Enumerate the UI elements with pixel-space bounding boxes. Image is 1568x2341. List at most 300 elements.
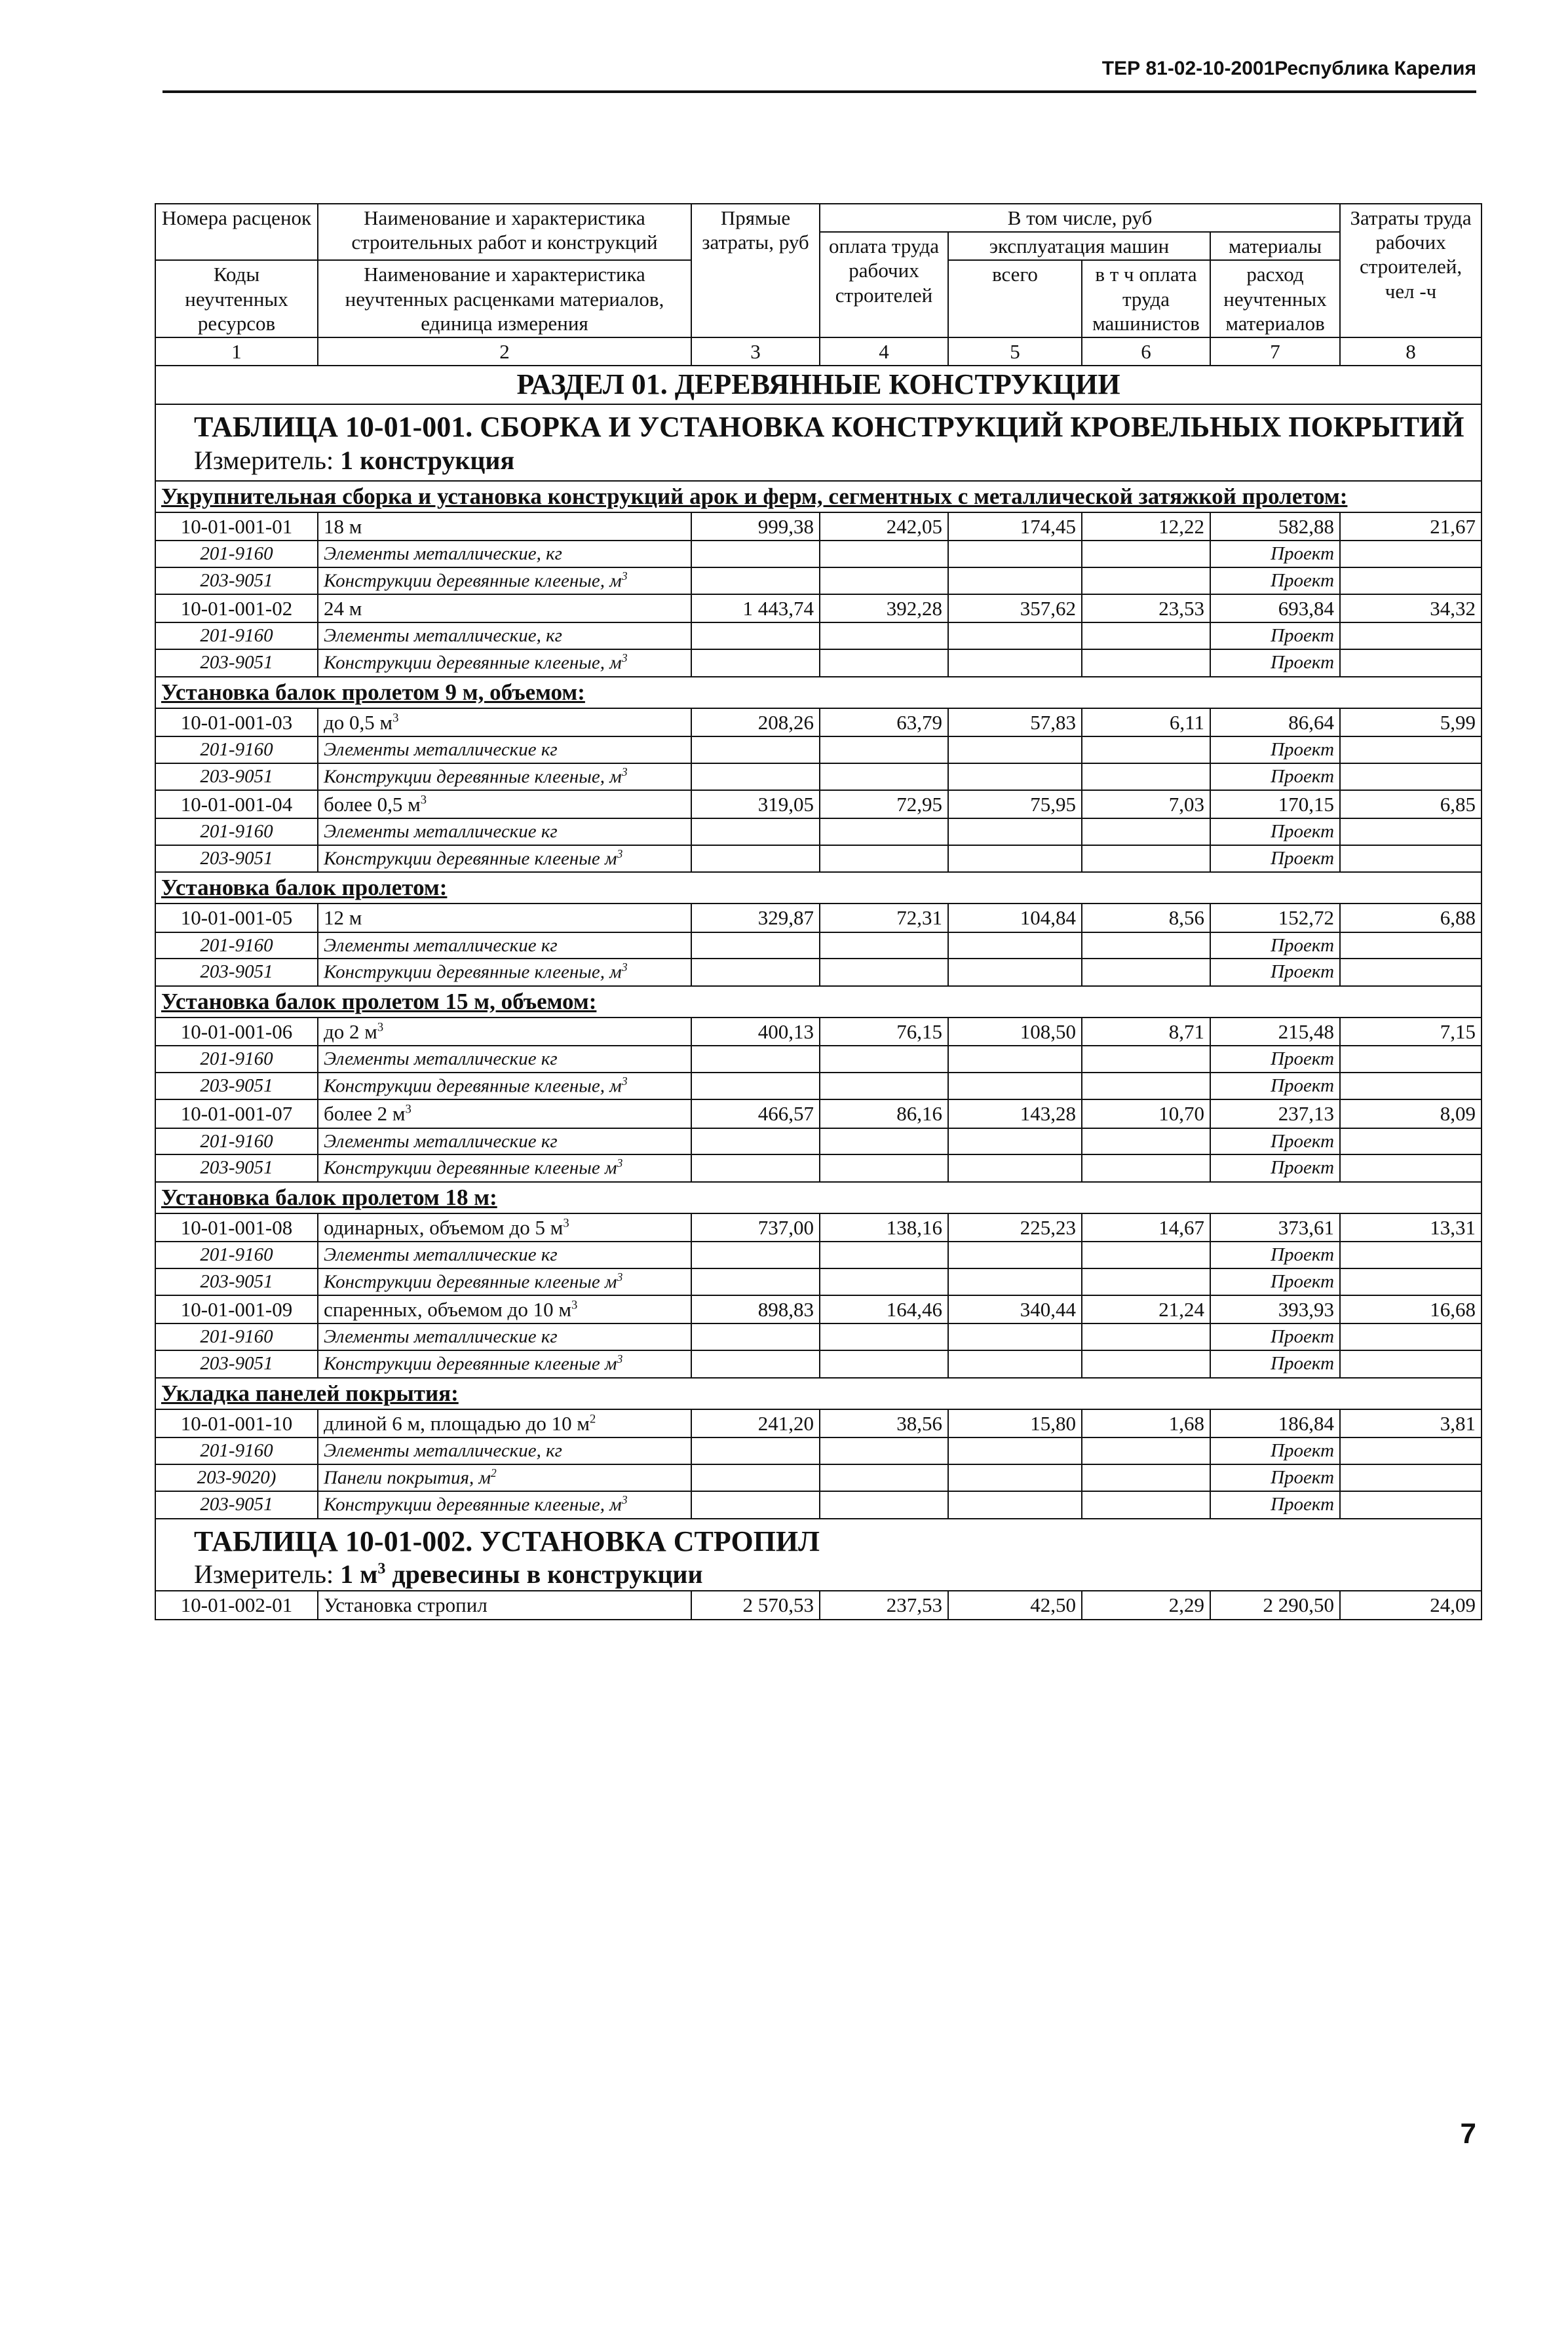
empty-cell — [691, 1437, 820, 1464]
empty-cell — [948, 541, 1082, 567]
operator-pay: 12,22 — [1082, 512, 1210, 541]
materials-cost: 186,84 — [1210, 1409, 1340, 1437]
material-row — [155, 1464, 1482, 1491]
machines-total: 225,23 — [948, 1213, 1082, 1242]
material-name: Элементы металлические кг — [318, 1046, 691, 1073]
rate-name: спаренных, объемом до 10 $м^3$ — [318, 1295, 691, 1323]
material-row — [155, 959, 1482, 985]
materials-cost: 237,13 — [1210, 1099, 1340, 1128]
table2-title-row — [155, 1519, 1482, 1591]
empty-cell — [1082, 1073, 1210, 1099]
empty-cell — [948, 818, 1082, 845]
empty-cell — [820, 1268, 948, 1295]
operator-pay: 21,24 — [1082, 1295, 1210, 1323]
machines-total: 75,95 — [948, 790, 1082, 818]
empty-cell — [1340, 1242, 1482, 1268]
material-row — [155, 736, 1482, 763]
section-title: РАЗДЕЛ 01. ДЕРЕВЯННЫЕ КОНСТРУКЦИИ — [155, 366, 1482, 404]
empty-cell — [1082, 763, 1210, 790]
material-name: Элементы металлические кг — [318, 736, 691, 763]
rate-code: 10-01-001-10 — [155, 1409, 318, 1437]
material-usage: Проект — [1210, 736, 1340, 763]
group-heading-row — [155, 986, 1482, 1018]
material-usage: Проект — [1210, 1491, 1340, 1518]
empty-cell — [948, 763, 1082, 790]
material-row — [155, 1323, 1482, 1350]
rates-table — [155, 203, 1482, 1620]
group-heading: Установка балок пролетом 15 м, объемом: — [161, 988, 597, 1014]
rate-name: одинарных, объемом до 5 $м^3$ — [318, 1213, 691, 1242]
empty-cell — [1340, 932, 1482, 959]
materials-cost: 393,93 — [1210, 1295, 1340, 1323]
machines-total: 57,83 — [948, 708, 1082, 736]
empty-cell — [948, 1323, 1082, 1350]
group-heading: Укладка панелей покрытия: — [161, 1380, 459, 1406]
empty-cell — [1082, 736, 1210, 763]
machines-total: 357,62 — [948, 594, 1082, 622]
table-row — [155, 904, 1482, 932]
material-usage: Проект — [1210, 649, 1340, 676]
material-row — [155, 567, 1482, 594]
empty-cell — [691, 1491, 820, 1518]
empty-cell — [948, 1350, 1082, 1377]
empty-cell — [1082, 649, 1210, 676]
material-name: Конструкции деревянные клееные $м^3$ — [318, 1350, 691, 1377]
material-row — [155, 1491, 1482, 1518]
machines-total: 15,80 — [948, 1409, 1082, 1437]
empty-cell — [820, 1046, 948, 1073]
empty-cell — [1340, 1491, 1482, 1518]
rate-code: 10-01-001-09 — [155, 1295, 318, 1323]
group-heading-row — [155, 677, 1482, 708]
empty-cell — [820, 932, 948, 959]
worker-pay: 242,05 — [820, 512, 948, 541]
direct-costs: 319,05 — [691, 790, 820, 818]
materials-cost: 215,48 — [1210, 1018, 1340, 1046]
table-row — [155, 1591, 1482, 1619]
empty-cell — [1340, 567, 1482, 594]
rate-code: 10-01-001-08 — [155, 1213, 318, 1242]
empty-cell — [820, 763, 948, 790]
empty-cell — [948, 1437, 1082, 1464]
empty-cell — [948, 649, 1082, 676]
empty-cell — [1340, 1268, 1482, 1295]
rates-body — [155, 481, 1482, 1519]
material-name: Конструкции деревянные клееные, $м^3$ — [318, 1073, 691, 1099]
empty-cell — [1340, 818, 1482, 845]
empty-cell — [691, 1268, 820, 1295]
col-header-labor-hours: Затраты труда рабочих строителей, чел -ч — [1340, 204, 1482, 337]
labor-hours: 6,85 — [1340, 790, 1482, 818]
empty-cell — [948, 736, 1082, 763]
direct-costs: 1 443,74 — [691, 594, 820, 622]
empty-cell — [691, 932, 820, 959]
material-row — [155, 845, 1482, 872]
worker-pay: 63,79 — [820, 708, 948, 736]
rate-code: 10-01-002-01 — [155, 1591, 318, 1619]
material-name: Конструкции деревянные клееные, $м^3$ — [318, 567, 691, 594]
resource-code: 203-9051 — [155, 649, 318, 676]
material-row — [155, 818, 1482, 845]
resource-code: 201-9160 — [155, 541, 318, 567]
material-row — [155, 1242, 1482, 1268]
empty-cell — [1340, 1073, 1482, 1099]
materials-cost: 582,88 — [1210, 512, 1340, 541]
machines-total: 143,28 — [948, 1099, 1082, 1128]
col-header-rate-number: Номера расценок — [155, 204, 318, 260]
material-name: Конструкции деревянные клееные, $м^3$ — [318, 763, 691, 790]
material-usage: Проект — [1210, 541, 1340, 567]
column-number-row: 1 2 3 4 5 6 7 8 — [155, 337, 1482, 366]
empty-cell — [948, 1464, 1082, 1491]
empty-cell — [691, 1242, 820, 1268]
empty-cell — [691, 1046, 820, 1073]
col-header-work-name: Наименование и характеристика строительных работ и конструкций — [318, 204, 691, 260]
labor-hours: 8,09 — [1340, 1099, 1482, 1128]
empty-cell — [948, 1154, 1082, 1181]
direct-costs: 466,57 — [691, 1099, 820, 1128]
resource-code: 203-9051 — [155, 567, 318, 594]
empty-cell — [820, 1491, 948, 1518]
empty-cell — [691, 649, 820, 676]
labor-hours: 34,32 — [1340, 594, 1482, 622]
material-row — [155, 622, 1482, 649]
operator-pay: 6,11 — [1082, 708, 1210, 736]
empty-cell — [820, 845, 948, 872]
table-row — [155, 708, 1482, 736]
materials-cost: 152,72 — [1210, 904, 1340, 932]
material-usage: Проект — [1210, 1073, 1340, 1099]
resource-code: 203-9051 — [155, 845, 318, 872]
material-usage: Проект — [1210, 622, 1340, 649]
table-row — [155, 1213, 1482, 1242]
material-usage: Проект — [1210, 818, 1340, 845]
labor-hours: 24,09 — [1340, 1591, 1482, 1619]
empty-cell — [948, 1073, 1082, 1099]
material-usage: Проект — [1210, 763, 1340, 790]
material-name: Элементы металлические, кг — [318, 541, 691, 567]
empty-cell — [691, 845, 820, 872]
empty-cell — [691, 1464, 820, 1491]
empty-cell — [1340, 1128, 1482, 1155]
material-usage: Проект — [1210, 1464, 1340, 1491]
document-header-title: ТЕР 81-02-10-2001Республика Карелия — [1101, 58, 1476, 79]
col-header-direct-costs: Прямые затраты, руб — [691, 204, 820, 337]
labor-hours: 5,99 — [1340, 708, 1482, 736]
col-header-machines-total: всего — [948, 260, 1082, 337]
material-row — [155, 1154, 1482, 1181]
material-name: Элементы металлические кг — [318, 932, 691, 959]
material-row — [155, 1073, 1482, 1099]
machines-total: 174,45 — [948, 512, 1082, 541]
empty-cell — [1082, 1464, 1210, 1491]
empty-cell — [691, 1073, 820, 1099]
empty-cell — [1082, 622, 1210, 649]
material-usage: Проект — [1210, 1268, 1340, 1295]
material-name: Элементы металлические кг — [318, 1242, 691, 1268]
rate-name: до 0,5 $м^3$ — [318, 708, 691, 736]
group-heading: Установка балок пролетом: — [161, 875, 448, 901]
col-header-material-name: Наименование и характеристика неучтенных расценками материалов, единица измерения — [318, 260, 691, 337]
empty-cell — [1340, 1046, 1482, 1073]
empty-cell — [820, 818, 948, 845]
col-header-including: В том числе, руб — [820, 204, 1340, 232]
empty-cell — [1082, 845, 1210, 872]
material-row — [155, 649, 1482, 676]
empty-cell — [948, 845, 1082, 872]
table-row — [155, 512, 1482, 541]
material-usage: Проект — [1210, 845, 1340, 872]
worker-pay: 164,46 — [820, 1295, 948, 1323]
empty-cell — [1082, 1491, 1210, 1518]
material-usage: Проект — [1210, 1323, 1340, 1350]
empty-cell — [1082, 1154, 1210, 1181]
empty-cell — [820, 959, 948, 985]
empty-cell — [1340, 736, 1482, 763]
worker-pay: 86,16 — [820, 1099, 948, 1128]
operator-pay: 23,53 — [1082, 594, 1210, 622]
rate-name: до 2 $м^3$ — [318, 1018, 691, 1046]
group-heading: Установка балок пролетом 9 м, объемом: — [161, 679, 585, 705]
empty-cell — [691, 1323, 820, 1350]
worker-pay: 138,16 — [820, 1213, 948, 1242]
material-row — [155, 1437, 1482, 1464]
empty-cell — [1340, 1154, 1482, 1181]
direct-costs: 2 570,53 — [691, 1591, 820, 1619]
material-usage: Проект — [1210, 1128, 1340, 1155]
labor-hours: 21,67 — [1340, 512, 1482, 541]
material-usage: Проект — [1210, 1242, 1340, 1268]
operator-pay: 2,29 — [1082, 1591, 1210, 1619]
material-name: Конструкции деревянные клееные $м^3$ — [318, 845, 691, 872]
worker-pay: 237,53 — [820, 1591, 948, 1619]
empty-cell — [948, 1268, 1082, 1295]
table-row — [155, 594, 1482, 622]
materials-cost: 693,84 — [1210, 594, 1340, 622]
labor-hours: 13,31 — [1340, 1213, 1482, 1242]
empty-cell — [1082, 1350, 1210, 1377]
empty-cell — [691, 1154, 820, 1181]
labor-hours: 16,68 — [1340, 1295, 1482, 1323]
table1-title-row — [155, 404, 1482, 481]
empty-cell — [948, 1491, 1082, 1518]
resource-code: 203-9051 — [155, 1350, 318, 1377]
empty-cell — [691, 959, 820, 985]
group-heading-row — [155, 1378, 1482, 1409]
direct-costs: 737,00 — [691, 1213, 820, 1242]
empty-cell — [820, 622, 948, 649]
col-header-machines: эксплуатация машин — [948, 232, 1210, 260]
material-row — [155, 1128, 1482, 1155]
material-name: Элементы металлические кг — [318, 1323, 691, 1350]
material-name: Конструкции деревянные клееные, $м^3$ — [318, 649, 691, 676]
empty-cell — [1082, 567, 1210, 594]
table2-title: ТАБЛИЦА 10-01-002. УСТАНОВКА СТРОПИЛ — [194, 1525, 820, 1557]
empty-cell — [948, 1128, 1082, 1155]
empty-cell — [820, 1323, 948, 1350]
group-heading: Укрупнительная сборка и установка конструкций арок и ферм, сегментных с металлической затяжкой пролетом: — [161, 483, 1348, 509]
labor-hours: 6,88 — [1340, 904, 1482, 932]
direct-costs: 241,20 — [691, 1409, 820, 1437]
material-row — [155, 932, 1482, 959]
operator-pay: 7,03 — [1082, 790, 1210, 818]
empty-cell — [820, 1128, 948, 1155]
table1-title: ТАБЛИЦА 10-01-001. СБОРКА И УСТАНОВКА КОНСТРУКЦИЙ КРОВЕЛЬНЫХ ПОКРЫТИЙ — [194, 410, 1464, 443]
empty-cell — [1082, 1437, 1210, 1464]
materials-cost: 86,64 — [1210, 708, 1340, 736]
empty-cell — [948, 567, 1082, 594]
resource-code: 201-9160 — [155, 818, 318, 845]
empty-cell — [1082, 959, 1210, 985]
resource-code: 203-9020) — [155, 1464, 318, 1491]
empty-cell — [820, 1242, 948, 1268]
machines-total: 42,50 — [948, 1591, 1082, 1619]
material-name: Элементы металлические кг — [318, 818, 691, 845]
table-header-row — [155, 204, 1482, 232]
resource-code: 203-9051 — [155, 763, 318, 790]
material-name: Конструкции деревянные клееные $м^3$ — [318, 1268, 691, 1295]
material-row — [155, 541, 1482, 567]
resource-code: 201-9160 — [155, 1046, 318, 1073]
material-name: Панели покрытия, $м^2$ — [318, 1464, 691, 1491]
empty-cell — [691, 818, 820, 845]
material-name: Конструкции деревянные клееные, $м^3$ — [318, 1491, 691, 1518]
empty-cell — [1340, 622, 1482, 649]
col-header-operator-pay: в т ч оплата труда машинистов — [1082, 260, 1210, 337]
group-heading-row — [155, 1182, 1482, 1213]
table1-meter: Измеритель: 1 конструкция — [194, 445, 515, 475]
header-rule — [163, 90, 1476, 93]
empty-cell — [820, 1073, 948, 1099]
operator-pay: 1,68 — [1082, 1409, 1210, 1437]
empty-cell — [820, 1350, 948, 1377]
empty-cell — [691, 1350, 820, 1377]
empty-cell — [820, 736, 948, 763]
empty-cell — [691, 622, 820, 649]
resource-code: 203-9051 — [155, 1154, 318, 1181]
worker-pay: 72,31 — [820, 904, 948, 932]
material-name: Элементы металлические, кг — [318, 622, 691, 649]
empty-cell — [1340, 1464, 1482, 1491]
table-row — [155, 1099, 1482, 1128]
section-title-row — [155, 366, 1482, 404]
material-name: Конструкции деревянные клееные, $м^3$ — [318, 959, 691, 985]
material-name: Элементы металлические, кг — [318, 1437, 691, 1464]
empty-cell — [691, 1128, 820, 1155]
rate-name: более 2 $м^3$ — [318, 1099, 691, 1128]
empty-cell — [1340, 541, 1482, 567]
resource-code: 203-9051 — [155, 959, 318, 985]
empty-cell — [691, 567, 820, 594]
group-heading-row — [155, 481, 1482, 512]
rate-name: Установка стропил — [318, 1591, 691, 1619]
machines-total: 340,44 — [948, 1295, 1082, 1323]
empty-cell — [1082, 1323, 1210, 1350]
material-row — [155, 1350, 1482, 1377]
empty-cell — [1082, 1268, 1210, 1295]
rate-code: 10-01-001-01 — [155, 512, 318, 541]
rate-name: 18 м — [318, 512, 691, 541]
material-usage: Проект — [1210, 1154, 1340, 1181]
empty-cell — [1340, 763, 1482, 790]
empty-cell — [1340, 1323, 1482, 1350]
empty-cell — [1340, 959, 1482, 985]
resource-code: 203-9051 — [155, 1491, 318, 1518]
rate-code: 10-01-001-06 — [155, 1018, 318, 1046]
rate-name: 24 м — [318, 594, 691, 622]
empty-cell — [691, 541, 820, 567]
materials-cost: 373,61 — [1210, 1213, 1340, 1242]
empty-cell — [1082, 818, 1210, 845]
operator-pay: 8,56 — [1082, 904, 1210, 932]
empty-cell — [1340, 1350, 1482, 1377]
empty-cell — [1082, 1242, 1210, 1268]
empty-cell — [1082, 541, 1210, 567]
resource-code: 201-9160 — [155, 1437, 318, 1464]
resource-code: 201-9160 — [155, 736, 318, 763]
empty-cell — [691, 763, 820, 790]
material-usage: Проект — [1210, 1046, 1340, 1073]
direct-costs: 208,26 — [691, 708, 820, 736]
col-header-resource-codes: Коды неучтенных ресурсов — [155, 260, 318, 337]
operator-pay: 8,71 — [1082, 1018, 1210, 1046]
empty-cell — [820, 541, 948, 567]
material-row — [155, 1268, 1482, 1295]
empty-cell — [691, 736, 820, 763]
empty-cell — [948, 959, 1082, 985]
rate-code: 10-01-001-02 — [155, 594, 318, 622]
worker-pay: 72,95 — [820, 790, 948, 818]
worker-pay: 38,56 — [820, 1409, 948, 1437]
group-heading: Установка балок пролетом 18 м: — [161, 1184, 497, 1210]
worker-pay: 392,28 — [820, 594, 948, 622]
table2-meter: Измеритель: 1 $м^3$ древесины в конструкции — [194, 1559, 703, 1589]
material-name: Элементы металлические кг — [318, 1128, 691, 1155]
table-row — [155, 790, 1482, 818]
labor-hours: 3,81 — [1340, 1409, 1482, 1437]
rate-code: 10-01-001-05 — [155, 904, 318, 932]
empty-cell — [820, 1464, 948, 1491]
resource-code: 201-9160 — [155, 1128, 318, 1155]
direct-costs: 400,13 — [691, 1018, 820, 1046]
direct-costs: 329,87 — [691, 904, 820, 932]
labor-hours: 7,15 — [1340, 1018, 1482, 1046]
table-row — [155, 1409, 1482, 1437]
direct-costs: 898,83 — [691, 1295, 820, 1323]
empty-cell — [820, 1437, 948, 1464]
rate-code: 10-01-001-03 — [155, 708, 318, 736]
col-header-materials: материалы — [1210, 232, 1340, 260]
col-header-material-usage: расход неучтенных материалов — [1210, 260, 1340, 337]
empty-cell — [1340, 649, 1482, 676]
materials-cost: 2 290,50 — [1210, 1591, 1340, 1619]
empty-cell — [820, 649, 948, 676]
rate-name: более 0,5 $м^3$ — [318, 790, 691, 818]
material-usage: Проект — [1210, 932, 1340, 959]
empty-cell — [948, 932, 1082, 959]
empty-cell — [948, 622, 1082, 649]
empty-cell — [1340, 845, 1482, 872]
material-name: Конструкции деревянные клееные $м^3$ — [318, 1154, 691, 1181]
materials-cost: 170,15 — [1210, 790, 1340, 818]
rate-name: длиной 6 м, площадью до 10 $м^2$ — [318, 1409, 691, 1437]
empty-cell — [948, 1242, 1082, 1268]
table-row — [155, 1018, 1482, 1046]
resource-code: 203-9051 — [155, 1268, 318, 1295]
page-number: 7 — [1460, 2118, 1476, 2150]
table-row — [155, 1295, 1482, 1323]
empty-cell — [1082, 1046, 1210, 1073]
